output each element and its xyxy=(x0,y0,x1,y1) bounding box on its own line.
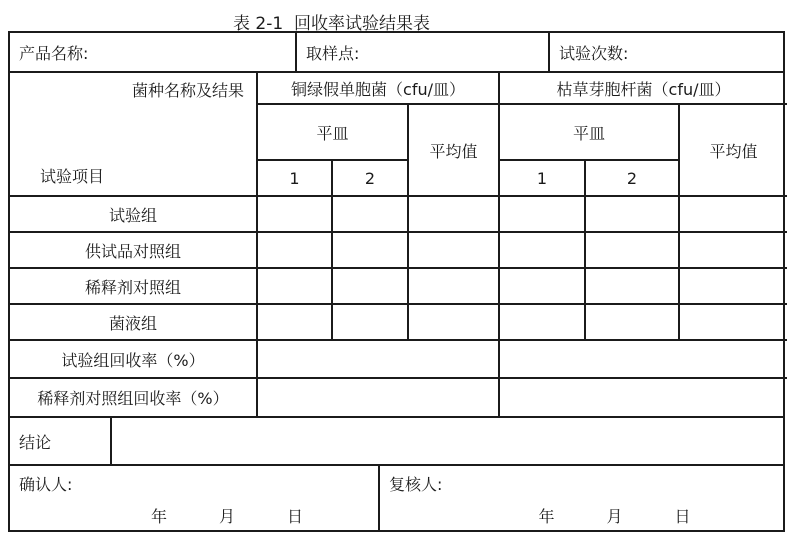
review-person-field[interactable]: 复核人: xyxy=(389,475,443,494)
data-cell[interactable] xyxy=(585,232,679,268)
signature-row xyxy=(10,466,783,530)
data-cell[interactable] xyxy=(332,268,408,304)
sampling-point-field[interactable]: 取样点: xyxy=(297,33,550,71)
row-label: 菌液组 xyxy=(10,304,257,340)
data-cell[interactable] xyxy=(257,232,332,268)
recovery-cell-group1[interactable] xyxy=(257,340,499,378)
table-row xyxy=(10,232,787,268)
data-cell[interactable] xyxy=(499,304,585,340)
product-name-field[interactable]: 产品名称: xyxy=(10,33,297,71)
data-cell[interactable] xyxy=(257,196,332,232)
group1-header: 铜绿假单胞菌（cfu/皿） xyxy=(257,73,499,104)
info-row xyxy=(10,33,783,73)
data-cell[interactable] xyxy=(585,268,679,304)
data-cell[interactable] xyxy=(585,304,679,340)
data-cell[interactable] xyxy=(408,304,499,340)
recovery-cell-group2[interactable] xyxy=(499,378,787,416)
data-cell[interactable] xyxy=(499,232,585,268)
month-label[interactable]: 月 xyxy=(218,507,235,526)
row-label: 稀释剂对照组回收率（%） xyxy=(10,378,257,416)
table-row xyxy=(10,304,787,340)
data-cell[interactable] xyxy=(499,268,585,304)
confirm-signature-cell xyxy=(10,466,380,530)
year-label[interactable]: 年 xyxy=(538,507,555,526)
group2-plate2-header: 2 xyxy=(585,160,679,196)
data-cell[interactable] xyxy=(585,196,679,232)
group2-mean-header: 平均值 xyxy=(679,104,787,196)
conclusion-row xyxy=(10,416,783,466)
data-cell[interactable] xyxy=(679,268,787,304)
conclusion-field[interactable] xyxy=(112,418,783,464)
row-label: 稀释剂对照组 xyxy=(10,268,257,304)
results-grid xyxy=(10,73,787,416)
group1-mean-header: 平均值 xyxy=(408,104,499,196)
group2-plate1-header: 1 xyxy=(499,160,585,196)
corner-header-top-label: 菌种名称及结果 xyxy=(131,81,244,100)
group2-plate-header: 平皿 xyxy=(499,104,679,160)
data-cell[interactable] xyxy=(332,232,408,268)
corner-header-cell xyxy=(10,73,257,196)
data-cell[interactable] xyxy=(408,196,499,232)
data-cell[interactable] xyxy=(679,304,787,340)
data-cell[interactable] xyxy=(332,196,408,232)
table-row xyxy=(10,268,787,304)
data-cell[interactable] xyxy=(257,304,332,340)
recovery-cell-group1[interactable] xyxy=(257,378,499,416)
row-label: 供试品对照组 xyxy=(10,232,257,268)
review-date-line xyxy=(380,504,783,527)
confirm-date-line xyxy=(10,504,378,527)
data-cell[interactable] xyxy=(332,304,408,340)
row-label: 试验组 xyxy=(10,196,257,232)
group1-plate-header: 平皿 xyxy=(257,104,408,160)
recovery-cell-group2[interactable] xyxy=(499,340,787,378)
table-row xyxy=(10,196,787,232)
data-cell[interactable] xyxy=(408,232,499,268)
data-cell[interactable] xyxy=(679,196,787,232)
conclusion-label: 结论 xyxy=(10,418,112,464)
header-row-groups xyxy=(10,73,787,104)
recovery-row xyxy=(10,378,787,416)
row-label: 试验组回收率（%） xyxy=(10,340,257,378)
data-cell[interactable] xyxy=(408,268,499,304)
data-cell[interactable] xyxy=(679,232,787,268)
group2-header: 枯草芽胞杆菌（cfu/皿） xyxy=(499,73,787,104)
recovery-row xyxy=(10,340,787,378)
review-signature-cell xyxy=(380,466,783,530)
recovery-test-table xyxy=(8,31,785,532)
group1-plate1-header: 1 xyxy=(257,160,332,196)
day-label[interactable]: 日 xyxy=(674,507,691,526)
data-cell[interactable] xyxy=(257,268,332,304)
page-title: 表 2-1 回收率试验结果表 xyxy=(233,14,430,34)
corner-header-bottom-label: 试验项目 xyxy=(40,167,105,186)
day-label[interactable]: 日 xyxy=(287,507,304,526)
test-times-field[interactable]: 试验次数: xyxy=(559,43,629,63)
confirm-person-field[interactable]: 确认人: xyxy=(19,475,73,494)
group1-plate2-header: 2 xyxy=(332,160,408,196)
month-label[interactable]: 月 xyxy=(606,507,623,526)
year-label[interactable]: 年 xyxy=(150,507,167,526)
data-cell[interactable] xyxy=(499,196,585,232)
